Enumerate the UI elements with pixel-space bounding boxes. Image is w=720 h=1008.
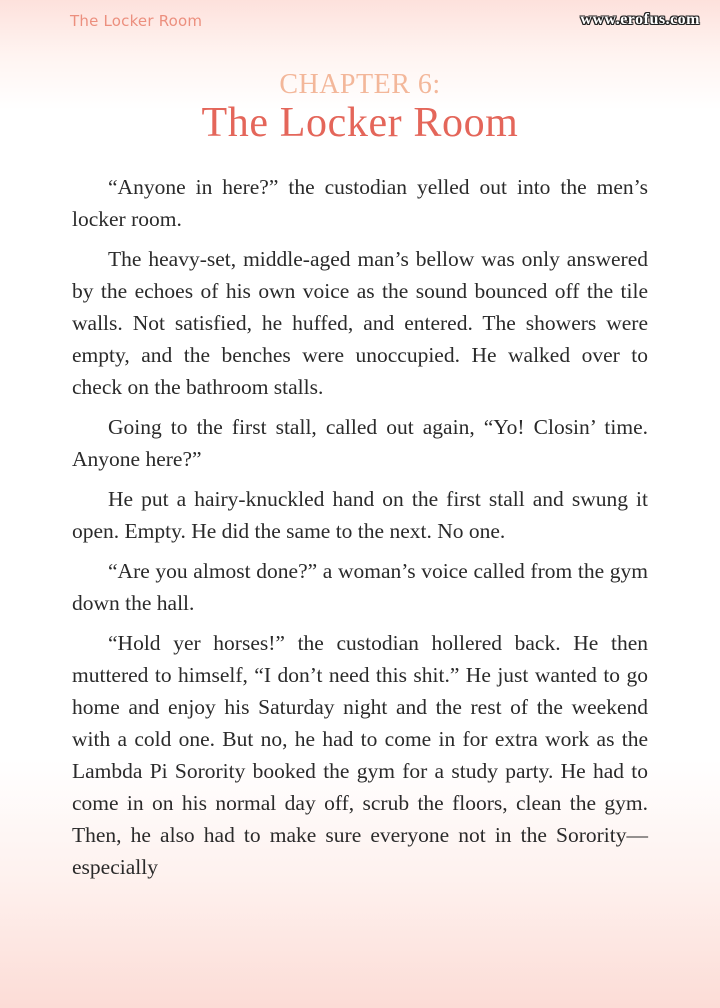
paragraph: Going to the first stall, called out again, “Yo! Closin’ time. Anyone here?” (72, 415, 648, 471)
paragraph: “Anyone in here?” the custodian yelled out into the men’s locker room. (72, 175, 648, 231)
watermark: www.erofus.com (580, 11, 700, 28)
running-head-title: The Locker Room (70, 12, 203, 30)
chapter-label: CHAPTER 6: (279, 69, 441, 100)
paragraph: “Hold yer horses!” the custodian hollered back. He then muttered to himself, “I don’t need this shit.” He just wanted to go home and enjoy his Saturday night and the rest of the weekend with a cold one. But no, he had to come in for extra work as the Lambda Pi Sorority booked the gym for a study party. He had to come in on his normal day off, scrub the floors, clean the gym. Then, he also had to make sure everyone not in the Sorority—especially (72, 631, 648, 879)
chapter-title: The Locker Room (201, 100, 519, 146)
body-text (72, 171, 648, 891)
paragraph: He put a hairy-knuckled hand on the first stall and swung it open. Empty. He did the same to the next. No one. (72, 487, 648, 543)
paragraph: “Are you almost done?” a woman’s voice called from the gym down the hall. (72, 559, 648, 615)
paragraph: The heavy-set, middle-aged man’s bellow was only answered by the echoes of his own voice as the sound bounced off the tile walls. Not satisfied, he huffed, and entered. The showers were empty, and the benches were unoccupied. He walked over to check on the bathroom stalls. (72, 247, 648, 399)
